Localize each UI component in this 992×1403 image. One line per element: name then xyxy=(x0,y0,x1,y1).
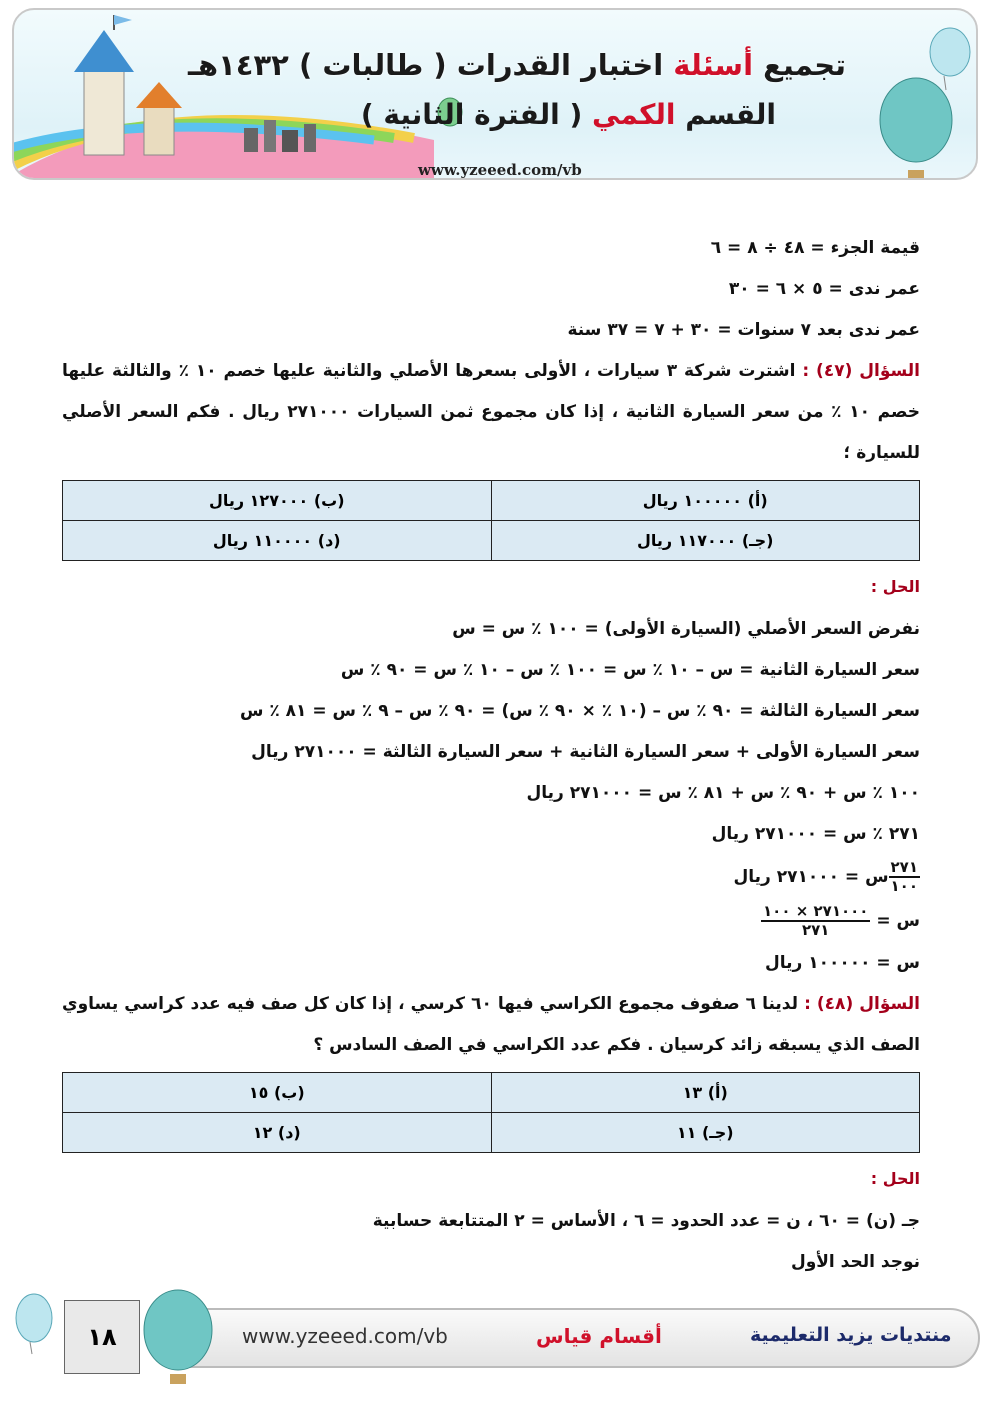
solution-step: سعر السيارة الثالثة = ٩٠ ٪ س – (١٠ ٪ × ٩٠ ٪ س) = ٩٠ ٪ س – ٩ ٪ س = ٨١ ٪ س xyxy=(239,701,920,721)
solution-step: ١٠٠ ٪ س + ٩٠ ٪ س + ٨١ ٪ س = ٢٧١٠٠٠ ريال xyxy=(526,783,920,803)
header-illustration xyxy=(14,10,978,180)
solution-label: الحل : xyxy=(870,1169,920,1188)
intro-line: عمر ندى بعد ٧ سنوات = ٣٠ + ٧ = ٣٧ سنة xyxy=(567,320,920,340)
question-label: السؤال (٤٨) : xyxy=(804,994,920,1014)
solution-step: نوجد الحد الأول xyxy=(790,1252,920,1272)
intro-line: قيمة الجزء = ٤٨ ÷ ٨ = ٦ xyxy=(710,238,920,258)
page-number: ١٨ xyxy=(64,1300,140,1374)
option-d[interactable]: (د) ١٢ xyxy=(63,1113,492,1153)
solution-final: س = ١٠٠٠٠٠ ريال xyxy=(764,953,920,973)
intro-line: عمر ندى = ٥ × ٦ = ٣٠ xyxy=(728,279,920,299)
fraction-tail: س = ٢٧١٠٠٠ ريال xyxy=(733,867,889,887)
page-content xyxy=(62,228,920,1283)
option-c[interactable]: (جـ) ١١ xyxy=(491,1113,920,1153)
footer-url[interactable]: www.yzeeed.com/vb xyxy=(242,1324,448,1348)
option-d[interactable]: (د) ١١٠٠٠٠ ريال xyxy=(63,521,492,561)
fraction-step-2 xyxy=(62,899,920,943)
solution-step: ٢٧١ ٪ س = ٢٧١٠٠٠ ريال xyxy=(711,824,920,844)
fraction-denominator: ٢٧١ xyxy=(802,921,830,939)
option-b[interactable]: (ب) ١٥ xyxy=(63,1073,492,1113)
fraction-numerator: ٢٧١٠٠٠ × ١٠٠ xyxy=(763,902,869,920)
fraction-step-1 xyxy=(62,855,920,899)
solution-step: سعر السيارة الأولى + سعر السيارة الثانية + سعر السيارة الثالثة = ٢٧١٠٠٠ ريال xyxy=(251,742,920,762)
options-table-q47 xyxy=(62,480,920,561)
page-header-banner xyxy=(12,8,978,180)
question-47 xyxy=(62,351,920,474)
footer-forum-name: منتديات يزيد التعليمية xyxy=(750,1324,952,1346)
fraction-head: س = xyxy=(876,911,920,931)
question-text: اشترت شركة ٣ سيارات ، الأولى بسعرها الأصلي والثانية عليها خصم ١٠ ٪ والثالثة عليها خصم ١٠ ٪ من سعر السيارة الثانية ، إذا كان مجموع ثمن السيارات ٢٧١٠٠٠ ريال . فكم السعر الأصلي للسيارة ؛ xyxy=(62,361,920,463)
footer-section[interactable]: أقسام قياس xyxy=(536,1324,662,1348)
header-subtitle: القسم الكمي ( الفترة الثانية ) xyxy=(360,98,776,131)
option-c[interactable]: (جـ) ١١٧٠٠٠ ريال xyxy=(491,521,920,561)
option-a[interactable]: (أ) ١٣ xyxy=(491,1073,920,1113)
question-label: السؤال (٤٧) : xyxy=(802,361,921,381)
solution-label: الحل : xyxy=(870,577,920,596)
solution-step: سعر السيارة الثانية = س – ١٠ ٪ س = ١٠٠ ٪ س – ١٠ ٪ س = ٩٠ ٪ س xyxy=(340,660,920,680)
fraction xyxy=(761,903,870,939)
page-footer xyxy=(8,1288,984,1388)
fraction-denominator: ١٠٠ xyxy=(890,877,918,895)
options-table-q48 xyxy=(62,1072,920,1153)
solution-step: جـ (ن) = ٦٠ ، ن = عدد الحدود = ٦ ، الأساس = ٢ المتتابعة حسابية xyxy=(372,1211,920,1231)
header-url[interactable]: www.yzeeed.com/vb xyxy=(418,161,582,179)
header-title: تجميع أسئلة اختبار القدرات ( طالبات ) ١٤٣٢هـ xyxy=(188,48,846,82)
fraction xyxy=(889,859,920,895)
fraction-numerator: ٢٧١ xyxy=(890,858,918,876)
question-48 xyxy=(62,984,920,1066)
option-a[interactable]: (أ) ١٠٠٠٠٠ ريال xyxy=(491,481,920,521)
option-b[interactable]: (ب) ١٢٧٠٠٠ ريال xyxy=(63,481,492,521)
solution-step: نفرض السعر الأصلي (السيارة الأولى) = ١٠٠ ٪ س = س xyxy=(452,619,920,639)
question-text: لدينا ٦ صفوف مجموع الكراسي فيها ٦٠ كرسي ، إذا كان كل صف فيه عدد كراسي يساوي الصف الذي يسبقه زائد كرسيان . فكم عدد الكراسي في الصف السادس ؟ xyxy=(62,994,920,1055)
